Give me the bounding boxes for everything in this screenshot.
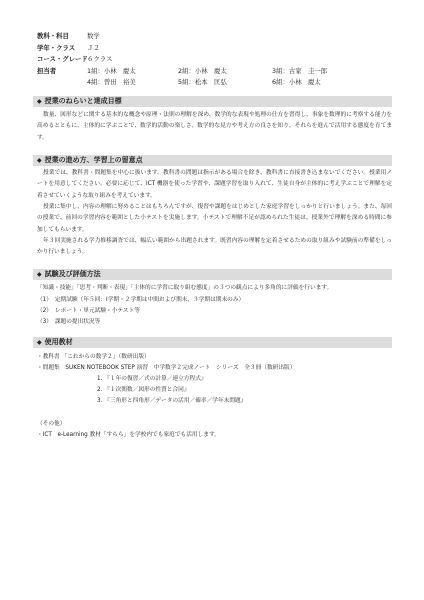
goals-body: 数量、図形などに関する基本的な概念や原理・法則の理解を深め、数学的な表現や処理の仕方を習得し、事象を数理的に考察する能力を高めるとともに、主体的に学ぶことで、数学的活動の楽しさ、数学的な見方や考え方の良さを知り、それらを進んで活用する態度を育てます。 xyxy=(37,112,392,141)
course-label: コース・グレード xyxy=(37,55,88,63)
subject-row xyxy=(37,31,397,43)
workbook-line: ・問題集 SUKEN NOTEBOOK STEP 演習 中学数学２完成ノート シリーズ 全３冊（数研出版） xyxy=(37,365,296,371)
evaluation-item-1: （1） 定期試験（年５回：Ⅰ学期・２学期は中間および期末、３学期は期末のみ） xyxy=(37,297,245,303)
diamond-icon: ◆ xyxy=(37,157,42,164)
workbook-volume-3: 3. 『三角形と四角形／データの活用／確率／学年末問題』 xyxy=(97,398,247,404)
section-title-method: 授業の進め方、学習上の留意点 xyxy=(44,156,143,164)
class-row xyxy=(37,43,397,55)
section-bar-method xyxy=(33,155,392,166)
section-title-materials: 使用教材 xyxy=(44,338,73,346)
evaluation-intro: 「知識・技能」「思考・判断・表現」「主体的に学習に取り組む態度」の３つの観点により多角的に評価を行います。 xyxy=(37,285,333,291)
course-value: ６クラス xyxy=(87,55,113,63)
diamond-icon: ◆ xyxy=(37,271,42,278)
section-bar-evaluation xyxy=(33,269,392,280)
diamond-icon: ◆ xyxy=(37,339,42,346)
teachers-label: 担当者 xyxy=(37,66,57,75)
workbook-volume-2: 2. 『１次関数／図形の性質と合同』 xyxy=(97,387,190,393)
class-value: Ｊ２ xyxy=(87,43,100,52)
other-label: （その他） xyxy=(37,421,66,427)
course-info xyxy=(37,31,397,89)
course-row xyxy=(37,54,397,66)
section-bar-materials xyxy=(33,337,392,348)
teacher-class-4: 4組：曽田 裕美 xyxy=(87,78,136,86)
evaluation-item-3: （3） 課題の提出状況等 xyxy=(37,319,101,325)
section-title-goals: 授業のねらいと達成目標 xyxy=(44,97,122,105)
teachers-row-2 xyxy=(37,77,397,89)
ict-line: ・ICT e-Learning 教材「すらら」を学校内でも家庭でも活用します。 xyxy=(37,432,220,438)
method-body-2: 授業に集中し、内容の理解に努めることはもちろんですが、復習や課題をはじめとした家庭学習をしっかりと行いましょう。また、毎回の授業で、前回の学習内容を範囲とした小テストを実施します。小テストで理解不足が認められた生徒は、授業外で理解を深める時間に参加してもらいます。 xyxy=(37,204,392,233)
teacher-class-2: 2組：小林 慶太 xyxy=(178,66,227,75)
evaluation-item-2: （2） レポート・単元試験・小テスト等 xyxy=(37,308,140,314)
method-body-3: 年３回実施される学力推移調査では、幅広い範囲から出題されます。既習内容の理解を定着させるための取り組みや試験前の準備をしっかり行いましょう。 xyxy=(37,238,392,256)
teacher-class-1: 1組：小林 慶太 xyxy=(87,66,136,75)
textbook-line: ・教科書 「これからの数学２」（数研出版） xyxy=(37,354,150,360)
section-title-evaluation: 試験及び評価方法 xyxy=(44,270,101,278)
workbook-volume-1: 1. 『１年の復習／式の計算／連立方程式』 xyxy=(97,376,207,382)
class-label: 学年・クラス xyxy=(37,43,76,52)
teacher-class-6: 6組：小林 慶太 xyxy=(272,78,321,86)
section-bar-goals xyxy=(33,96,392,107)
diamond-icon: ◆ xyxy=(37,98,42,105)
subject-value: 数学 xyxy=(87,32,100,40)
teacher-class-5: 5組：松本 匡弘 xyxy=(178,78,227,86)
teachers-row-1 xyxy=(37,66,397,78)
subject-label: 教科・科目 xyxy=(37,32,69,40)
teacher-class-3: 3組：古家 圭一郎 xyxy=(272,66,328,75)
method-body-1: 授業では、教科書・問題集を中心に扱います。教科書の問題は指示がある場合を除き、教科書に直接書き込まないでください。授業用ノートを用意してください。必要に応じて、ICT 機器を使った学習や、課題学習を取り入れて、生徒自身が主体的に考え学ぶことで理解を定着させていくような取り組みを考えています。 xyxy=(37,170,392,199)
